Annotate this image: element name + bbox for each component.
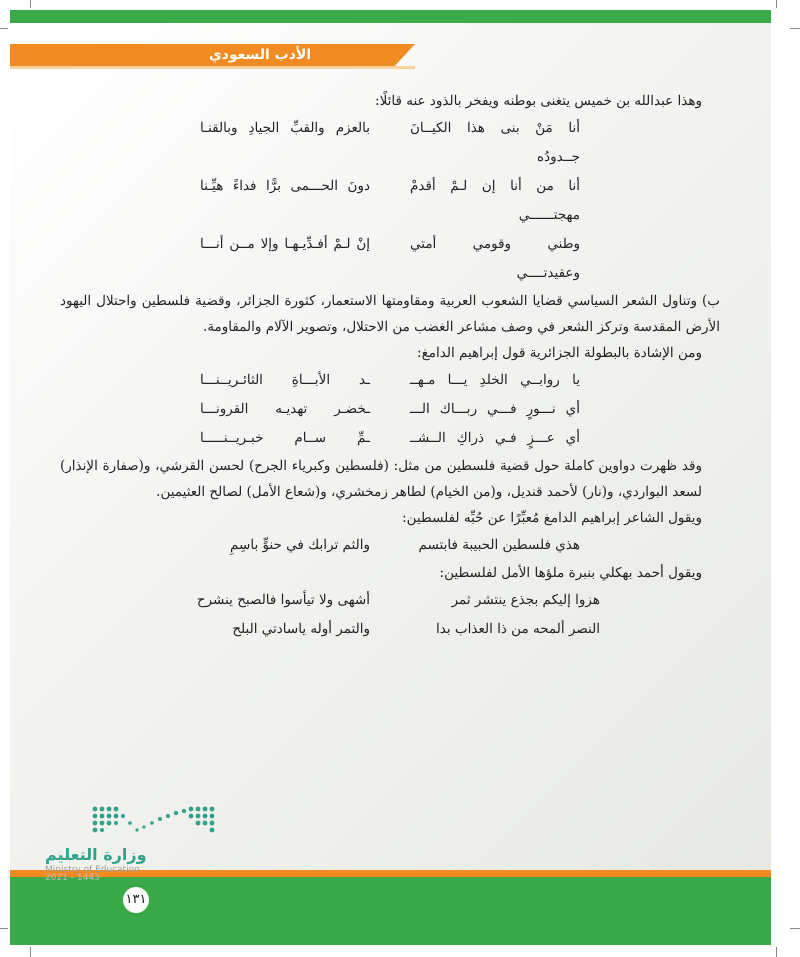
- logo-arabic-text: وزارة التعليم: [45, 845, 147, 864]
- verse-right: هزوا إليكم بجذع ينتشر ثمر: [451, 592, 600, 608]
- verse-left: والتمر أوله ياسادتي البلح: [232, 621, 370, 637]
- crop-mark: [790, 28, 800, 29]
- intro3-paragraph: ويقول الشاعر إبراهيم الدامغ مُعبِّرًا عن حُبِّه لفلسطين:: [402, 510, 702, 526]
- verse-right: هذي فلسطين الحبيبة فابتسم: [418, 537, 580, 553]
- intro-paragraph: وهذا عبدالله بن خميس يتغنى بوطنه ويفخر بالذود عنه قائلًا:: [375, 93, 702, 109]
- verse-right: أنا مَنْ بنى هذا الكيــانَ جــدودُه: [410, 120, 580, 165]
- poem4-verse: [60, 615, 720, 644]
- verse-left: ـد الأبـــاةِ الثائـريــنـــا: [200, 372, 370, 388]
- page-number: ١٣١: [121, 885, 151, 915]
- verse-right: أنا من أنا إن لـمْ أقدمْ مهجتــــــي: [410, 178, 580, 223]
- poem2-verse: [60, 366, 720, 395]
- poem2-verse: [60, 424, 720, 453]
- verse-left: ـخضـر تهديـه القرونـــا: [200, 401, 370, 417]
- header-underline: [10, 66, 415, 69]
- crop-mark: [790, 928, 800, 929]
- page-content: [60, 88, 720, 644]
- verse-right: أي نـــورٍ فـــي ربـــاك الـــ: [410, 401, 580, 417]
- intro2-paragraph: ومن الإشادة بالبطولة الجزائرية قول إبراهيم الدامغ:: [417, 345, 702, 361]
- verse-left: إنْ لـمْ أفـدِّيـهـا وإلا مــن أنـــا: [200, 236, 370, 252]
- crop-mark: [30, 0, 31, 8]
- verse-right: يا روابــي الخلدِ يـــا مـهــ: [410, 372, 580, 388]
- poem4-verse: [60, 586, 720, 615]
- logo-year-text: 2021 - 1443: [45, 873, 100, 883]
- diwan-paragraph: وقد ظهرت دواوين كاملة حول قضية فلسطين من مثل: (فلسطين وكبرياء الجرح) لحسن القرشي، و(صفارة الإنذار) لسعد البواردي، و(نار) لأحمد قنديل، و(من الخيام) لطاهر زمخشري، و(شعاع الأمل) لصالح العثيمين.: [60, 458, 702, 500]
- crop-mark: [776, 0, 777, 8]
- intro4-paragraph: ويقول أحمد بهكلي بنبرة ملؤها الأمل لفلسطين:: [439, 565, 702, 581]
- logo-english-text: Ministry of Education: [45, 865, 140, 875]
- crop-mark: [0, 928, 8, 929]
- poem2-verse: [60, 395, 720, 424]
- section-title: الأدب السعودي: [208, 47, 312, 63]
- crop-mark: [0, 28, 8, 29]
- verse-left: بالعزم والقبِّ الجيادِ وبالقنـا: [200, 120, 370, 136]
- verse-right: وطني وقومي أمتي وعقيدتــــي: [410, 236, 580, 281]
- crop-mark: [776, 947, 777, 957]
- verse-left: دونَ الحـــمى برًّا فداءً هيِّـنا: [200, 178, 370, 194]
- logo-dots-icon: [90, 805, 230, 837]
- crop-mark: [30, 947, 31, 957]
- verse-left: والثم ترابك في حنوٍّ باسِمِ: [230, 537, 370, 553]
- poem1-verse: [60, 114, 720, 172]
- verse-left: أشهى ولا تيأسوا فالصبح ينشرح: [196, 592, 370, 608]
- poem1-verse: [60, 172, 720, 230]
- paragraph-b: ب) وتناول الشعر السياسي قضايا الشعوب العربية ومقاومتها الاستعمار، كثورة الجزائر، وقضية فلسطين واحتلال اليهود الأرض المقدسة وتركز الشعر في وصف مشاعر الغضب من الاحتلال، وتصوير الآلام والمقاومة.: [60, 293, 720, 335]
- poem1-verse: [60, 230, 720, 288]
- verse-left: ـمِّ ســام خبـريــنـــــا: [200, 430, 370, 446]
- verse-right: النصر ألمحه من ذا العذاب بدا: [436, 621, 600, 637]
- poem3-verse: [60, 531, 720, 560]
- verse-right: أي عـــزٍ فـي ذراكِ الــشــ: [410, 430, 580, 446]
- ministry-logo: [45, 805, 195, 883]
